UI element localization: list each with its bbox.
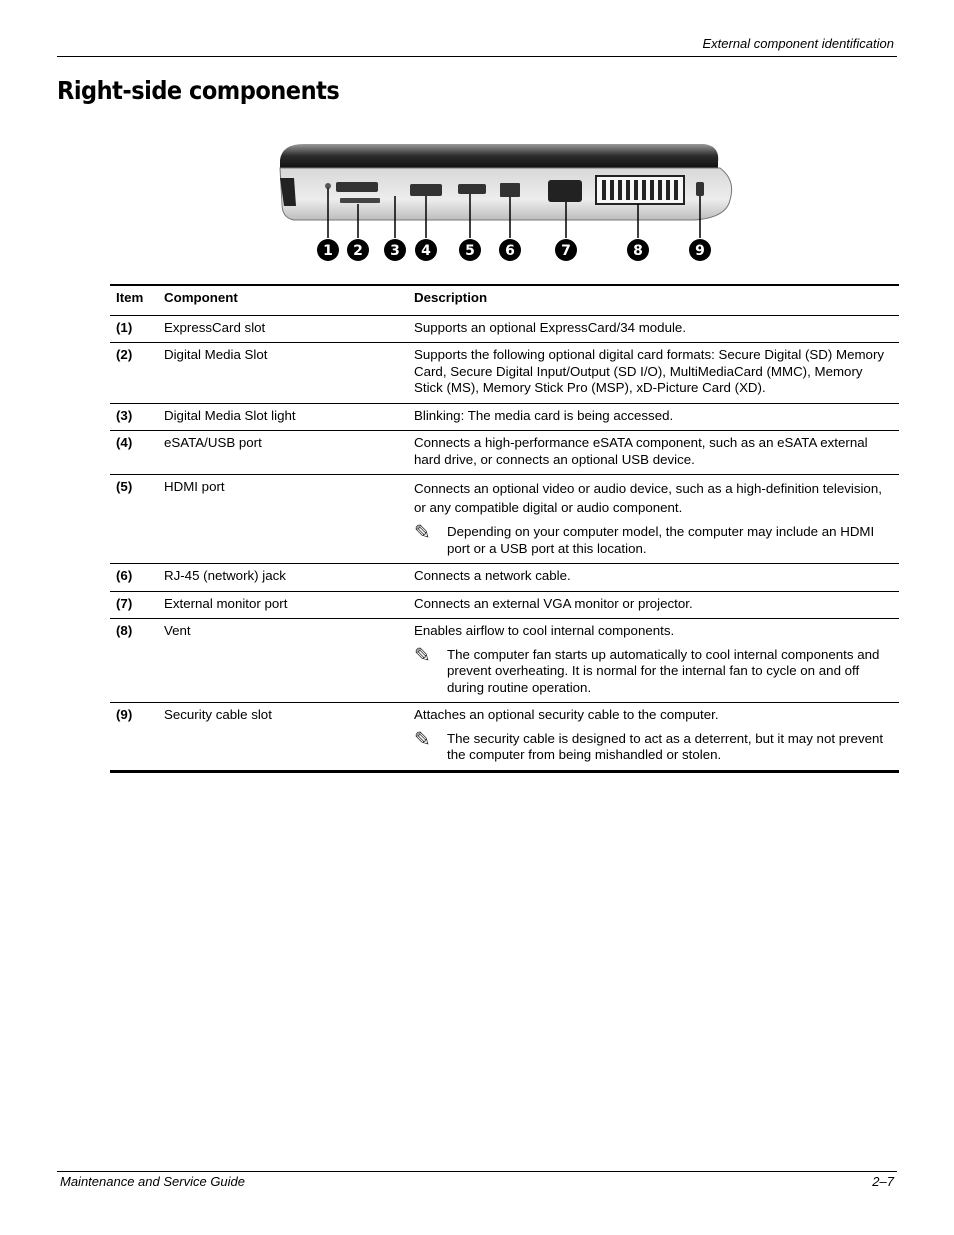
right-side-illustration (274, 138, 736, 268)
expresscard-slot (336, 182, 378, 192)
description-text: Enables airflow to cool internal components. (414, 623, 675, 638)
svg-text:9: 9 (695, 243, 705, 259)
item-number: (8) (116, 623, 133, 638)
component-description (408, 431, 899, 475)
component-name: eSATA/USB port (164, 435, 262, 450)
note (414, 644, 893, 697)
component-description (408, 619, 899, 703)
note (414, 728, 893, 764)
callout-markers (317, 239, 711, 261)
header-description: Description (414, 290, 488, 305)
header-rule (57, 56, 897, 57)
component-description (408, 475, 899, 564)
description-text: Connects a high-performance eSATA component, such as an eSATA external hard drive, or connects an optional USB device. (414, 435, 868, 467)
callout-5 (459, 239, 481, 261)
table-row (110, 403, 899, 431)
component-name: External monitor port (164, 595, 288, 611)
pencil-note-icon: ✎ (414, 522, 431, 544)
note-text: The computer fan starts up automatically to cool internal components and prevent overheating. It is normal for the internal fan to cycle on and off during routine operation. (447, 646, 880, 695)
pencil-note-icon: ✎ (414, 644, 431, 667)
header-component: Component (164, 290, 238, 305)
description-text: Attaches an optional security cable to the computer. (414, 707, 719, 722)
esata-port (410, 184, 442, 196)
item-number: (2) (116, 347, 133, 362)
component-name: RJ-45 (network) jack (164, 568, 286, 583)
table-row (110, 343, 899, 404)
callout-9 (689, 239, 711, 261)
component-description (408, 564, 899, 592)
component-description (408, 703, 899, 772)
component-name: Digital Media Slot light (164, 407, 296, 423)
component-name: Vent (164, 623, 191, 638)
item-number: (7) (116, 595, 133, 611)
footer-rule (57, 1171, 897, 1172)
component-name: Digital Media Slot (164, 347, 268, 362)
callout-2 (347, 239, 369, 261)
pencil-note-icon: ✎ (414, 728, 431, 751)
note-text: Depending on your computer model, the computer may include an HDMI port or a USB port at this location. (447, 524, 875, 556)
svg-text:3: 3 (390, 243, 400, 259)
callout-4 (415, 239, 437, 261)
table-row (110, 619, 899, 703)
svg-text:7: 7 (561, 243, 571, 259)
svg-text:8: 8 (633, 243, 643, 259)
component-description (408, 403, 899, 431)
component-name: ExpressCard slot (164, 319, 266, 335)
rj45-jack (500, 183, 520, 197)
description-text: Connects an external VGA monitor or projector. (414, 595, 693, 611)
component-name: HDMI port (164, 479, 225, 494)
item-number: (9) (116, 707, 133, 722)
component-description (408, 343, 899, 404)
table-row (110, 703, 899, 772)
description-text: Blinking: The media card is being accessed. (414, 407, 674, 423)
header-item: Item (116, 290, 144, 305)
security-slot (696, 182, 704, 196)
hdmi-port (458, 184, 486, 194)
callout-7 (555, 239, 577, 261)
svg-text:6: 6 (505, 243, 515, 259)
item-number: (1) (116, 319, 133, 335)
table-row (110, 475, 899, 564)
component-description (408, 591, 899, 619)
vga-port (548, 180, 582, 202)
page-number: 2–7 (872, 1174, 894, 1189)
footer-guide-title: Maintenance and Service Guide (60, 1174, 246, 1189)
component-name: Security cable slot (164, 707, 272, 722)
item-number: (4) (116, 435, 133, 450)
components-table (110, 284, 899, 773)
running-header: External component identification (702, 36, 894, 51)
note (414, 524, 893, 557)
callout-6 (499, 239, 521, 261)
item-number: (5) (116, 479, 133, 494)
description-text: Supports an optional ExpressCard/34 module. (414, 319, 687, 335)
item-number: (3) (116, 407, 133, 423)
table-row (110, 431, 899, 475)
svg-text:2: 2 (353, 243, 363, 259)
callout-8 (627, 239, 649, 261)
media-slot (340, 198, 380, 203)
lid-shape (280, 144, 718, 168)
table-row (110, 315, 899, 343)
table-row (110, 591, 899, 619)
svg-text:1: 1 (323, 243, 333, 259)
item-number: (6) (116, 568, 133, 583)
svg-text:5: 5 (465, 243, 475, 259)
note-text: The security cable is designed to act as a deterrent, but it may not prevent the computer from being mishandled or stolen. (447, 730, 884, 762)
page-title: Right-side components (57, 76, 340, 105)
description-text: Supports the following optional digital card formats: Secure Digital (SD) Memory Card, Secure Digital Input/Output (SD I/O), MultiMediaCard (MMC), Memory Stick (MS), Memory Stick Pro (MSP), xD-Picture Card (XD). (414, 347, 885, 395)
description-text: Connects a network cable. (414, 568, 571, 583)
table-row (110, 564, 899, 592)
callout-3 (384, 239, 406, 261)
component-description (408, 315, 899, 343)
laptop-right-side-drawing (274, 138, 736, 268)
table-header-row (110, 285, 899, 315)
description-text: Connects an optional video or audio device, such as a high-definition television, or any compatible digital or audio component. (414, 481, 882, 515)
svg-text:4: 4 (421, 243, 431, 259)
callout-1 (317, 239, 339, 261)
vent-frame (596, 176, 684, 204)
